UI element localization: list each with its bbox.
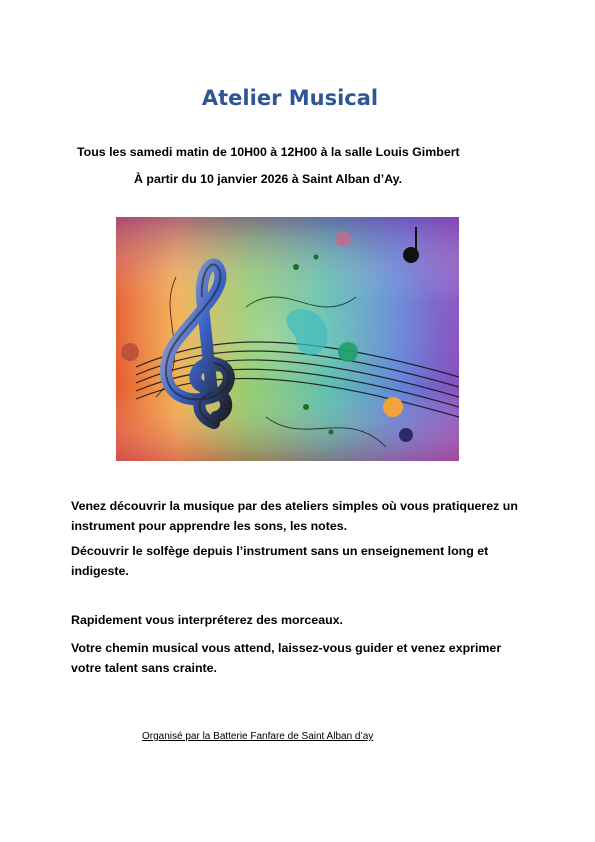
paragraph-pieces: Rapidement vous interpréterez des morceaux. bbox=[71, 613, 343, 627]
treble-clef-illustration bbox=[116, 217, 459, 461]
organizer-note: Organisé par la Batterie Fanfare de Saint Alban d’ay bbox=[142, 731, 374, 742]
paragraph-intro: Venez découvrir la musique par des ateliers simples où vous pratiquerez un instrument pour apprendre les sons, les notes. bbox=[71, 499, 518, 533]
page-title: Atelier Musical bbox=[201, 86, 379, 110]
start-date-line: À partir du 10 janvier 2026 à Saint Alban d’Ay. bbox=[134, 172, 403, 186]
paragraph-invitation: Votre chemin musical vous attend, laissez-vous guider et venez exprimer votre talent sans crainte. bbox=[71, 641, 502, 675]
paragraph-solfege: Découvrir le solfège depuis l’instrument sans un enseignement long et indigeste. bbox=[71, 544, 489, 578]
schedule-line: Tous les samedi matin de 10H00 à 12H00 à la salle Louis Gimbert bbox=[77, 145, 460, 159]
